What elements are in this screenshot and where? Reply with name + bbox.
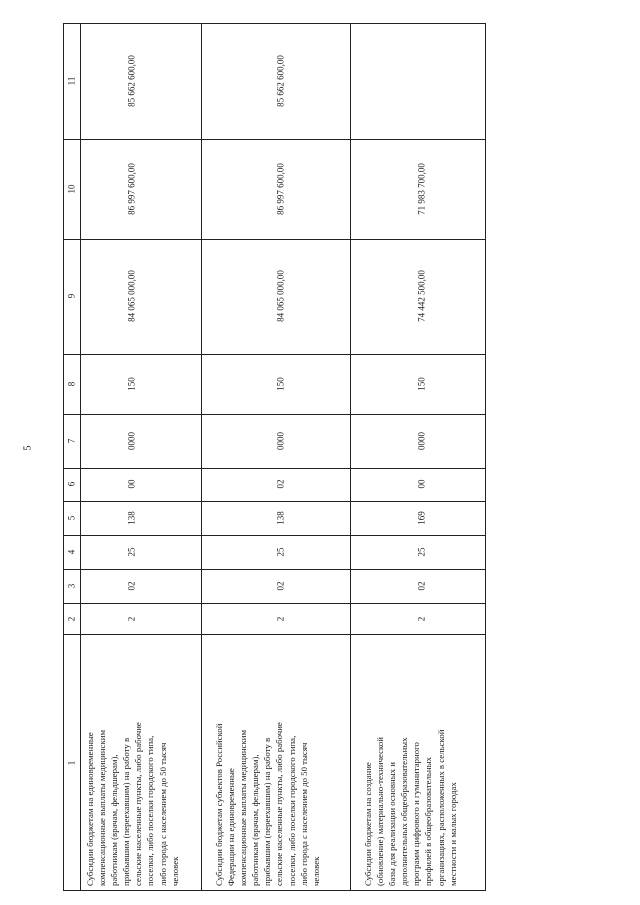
table-cell: 00 <box>416 479 427 489</box>
table-cell: 71 983 700,00 <box>416 163 427 215</box>
table-cell: 74 442 500,00 <box>416 270 427 322</box>
table-cell: 85 662 600,00 <box>275 55 286 107</box>
table-cell: 2 <box>275 616 286 622</box>
table-cell: 25 <box>416 547 427 557</box>
grid-line <box>64 414 485 415</box>
grid-line <box>64 569 485 570</box>
table-cell: 25 <box>275 547 286 557</box>
table-cell: 2 <box>126 616 137 622</box>
table-cell: 0000 <box>126 432 137 450</box>
table-cell: 02 <box>275 581 286 591</box>
grid-line <box>64 239 485 240</box>
grid-line <box>64 501 485 502</box>
table-cell: 138 <box>126 511 137 525</box>
table-cell: 138 <box>275 511 286 525</box>
header-cell: 3 <box>66 583 77 589</box>
header-cell: 11 <box>66 76 77 86</box>
table-cell: 00 <box>126 479 137 489</box>
table-cell: 02 <box>126 581 137 591</box>
budget-table <box>63 23 486 891</box>
header-cell: 1 <box>66 760 77 766</box>
row-description: Субсидии бюджетам на создание (обновление) материально-технической базы для реализации основных и дополнительных общеобразовательных программ цифрового и гуманитарного профилей в общеобразовательных организациях, расположенных в сельской местности и малых городах <box>363 729 458 886</box>
table-cell: 0000 <box>275 432 286 450</box>
grid-line <box>64 603 485 604</box>
grid-line <box>64 139 485 140</box>
header-cell: 9 <box>66 293 77 299</box>
row-description: Субсидии бюджетам субъектов Российской Федерации на единовременные компенсационные выплаты медицинским работникам (врачам, фельдшерам), прибывшим (переехавшим) на работу в сельские населенные пункты, либо рабочие поселки, либо поселки городского типа, либо города с населением до 50 тысяч человек <box>214 722 321 886</box>
table-cell: 150 <box>416 377 427 391</box>
header-cell: 6 <box>66 481 77 487</box>
header-cell: 7 <box>66 438 77 444</box>
grid-line <box>64 535 485 536</box>
table-cell: 02 <box>416 581 427 591</box>
grid-line <box>201 24 202 890</box>
table-cell: 169 <box>416 511 427 525</box>
grid-line <box>64 354 485 355</box>
table-cell: 84 065 000,00 <box>275 270 286 322</box>
header-cell: 4 <box>66 549 77 555</box>
table-cell: 84 065 000,00 <box>126 270 137 322</box>
table-cell: 0000 <box>416 432 427 450</box>
table-cell: 86 997 600,00 <box>126 163 137 215</box>
grid-line <box>64 468 485 469</box>
row-description: Субсидии бюджетам на единовременные компенсационные выплаты медицинским работникам (врачам, фельдшерам), прибывшим (переехавшим) на работу в сельские населенные пункты, либо рабочие поселки, либо поселки городского типа, либо города с населением до 50 тысяч человек <box>85 722 180 886</box>
header-cell: 5 <box>66 515 77 521</box>
header-cell: 8 <box>66 381 77 387</box>
table-cell: 2 <box>416 616 427 622</box>
table-cell: 150 <box>126 377 137 391</box>
grid-line <box>64 634 485 635</box>
table-cell: 25 <box>126 547 137 557</box>
grid-line <box>80 24 81 890</box>
table-cell: 86 997 600,00 <box>275 163 286 215</box>
table-cell: 150 <box>275 377 286 391</box>
grid-line <box>350 24 351 890</box>
table-cell: 02 <box>275 479 286 489</box>
table-cell: 85 662 600,00 <box>126 55 137 107</box>
page-number: 5 <box>22 445 34 451</box>
header-cell: 10 <box>66 184 77 194</box>
header-cell: 2 <box>66 616 77 622</box>
